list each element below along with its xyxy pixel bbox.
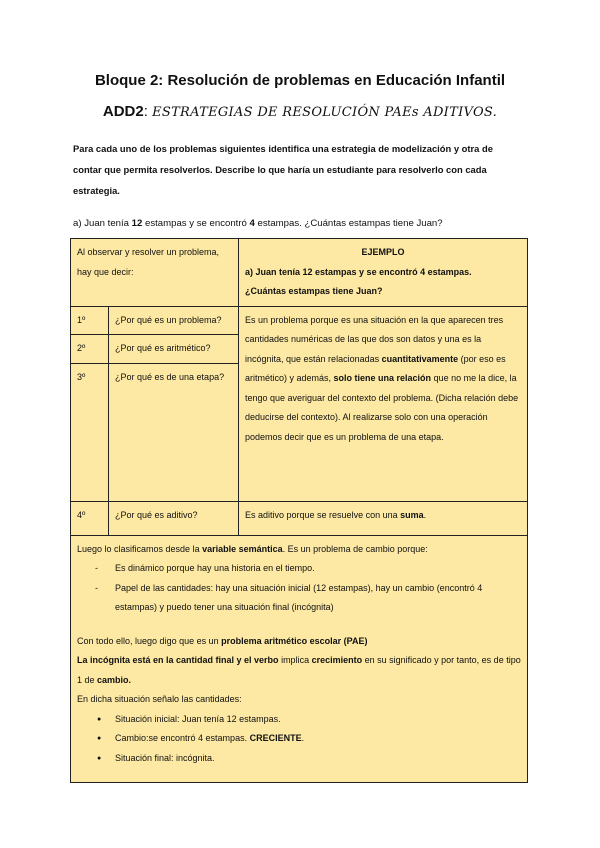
incognita-text: implica xyxy=(278,655,312,665)
example-title: EJEMPLO xyxy=(361,247,405,257)
list-item xyxy=(77,729,521,749)
table-row xyxy=(71,306,528,335)
question-a xyxy=(73,217,533,231)
dash-list xyxy=(77,559,521,618)
classification-emphasis: variable semántica xyxy=(202,543,283,554)
classification-text: . Es un problema de cambio porque: xyxy=(282,543,428,554)
bullet-emphasis: CRECIENTE xyxy=(249,733,302,743)
answer-text: Es un problema porque es una situación en la que aparecen tres cantidades numéricas de las que dos son datos y una es la incógnita, que están relacionadas xyxy=(245,314,504,364)
list-item: - Papel de las cantidades: hay una situación inicial (12 estampas), hay un cambio (encontró 4 estampas) y puedo tener una situación final (incógnita) xyxy=(77,579,521,618)
header-left-cell: Al observar y resolver un problema, hay que decir: xyxy=(71,239,239,307)
bullet-text: . xyxy=(301,733,305,743)
bullet-list xyxy=(77,710,521,769)
subtitle-code: ADD2 xyxy=(102,103,144,120)
row-number: 4º xyxy=(71,501,109,535)
row-question: ¿Por qué es un problema? xyxy=(109,306,239,335)
answer-cell xyxy=(239,501,528,535)
answer-emphasis: solo tiene una relación xyxy=(333,373,432,383)
list-item: ● Situación inicial: Juan tenía 12 estampas. xyxy=(77,710,521,730)
example-text: estampas y se encontró xyxy=(312,266,421,277)
incognita-emphasis: La incógnita está en la cantidad final y el verbo xyxy=(77,655,279,665)
example-number: 4 xyxy=(420,266,426,277)
quantities-line: En dicha situación señalo las cantidades: xyxy=(77,694,242,704)
example-statement xyxy=(245,263,521,283)
question-text: estampas y se encontró xyxy=(142,218,250,229)
analysis-table xyxy=(70,238,528,783)
example-cell xyxy=(239,239,528,307)
pae-text: Con todo ello, luego digo que es un xyxy=(77,635,222,646)
classification-line xyxy=(77,540,521,560)
answer-text: Es aditivo porque se resuelve con una xyxy=(245,509,401,520)
answer-emphasis: suma xyxy=(400,509,424,520)
question-number: 4 xyxy=(249,218,255,229)
example-text: estampas. xyxy=(425,266,472,277)
incognita-emphasis: crecimiento xyxy=(311,655,363,665)
classification-text: Luego lo clasificamos desde la xyxy=(77,543,203,554)
page-title: Bloque 2: Resolución de problemas en Educación Infantil xyxy=(94,72,506,89)
table-header-row xyxy=(71,239,528,307)
row-question: ¿Por qué es de una etapa? xyxy=(109,363,239,501)
list-item: ● Situación final: incógnita. xyxy=(77,749,521,769)
table-row xyxy=(71,535,528,783)
answer-text: . xyxy=(423,509,427,520)
answer-cell xyxy=(239,306,528,501)
table-row xyxy=(71,501,528,535)
list-item: - Es dinámico porque hay una historia en el tiempo. xyxy=(77,559,521,579)
bullet-text: Cambio:se encontró 4 estampas. xyxy=(115,733,250,743)
subtitle-separator: : xyxy=(143,103,153,120)
pae-line xyxy=(77,632,521,652)
page-subtitle xyxy=(0,103,600,120)
question-text: estampas. ¿Cuántas estampas tiene Juan? xyxy=(254,218,443,229)
answer-emphasis: cuantitativamente xyxy=(381,353,459,364)
row-number: 3º xyxy=(71,363,109,501)
intro-paragraph: Para cada uno de los problemas siguientes identifica una estrategia de modelización y otra de contar que permita resolverlos. Describe lo que haría un estudiante para resolverlo con cada estrategia. xyxy=(73,143,493,196)
incognita-text: en su significado y por tanto, es de tipo 1 de xyxy=(77,655,521,685)
incognita-emphasis: cambio. xyxy=(97,674,132,685)
question-text: a) Juan tenía xyxy=(73,218,132,229)
answer-text: que no me la dice, la tengo que averiguar del contexto del problema. (Dicha relación debe deducirse del contexto). Al realizarse solo con una operación podemos decir que es un problema de una etapa. xyxy=(245,373,519,442)
subtitle-text: ESTRATEGIAS DE RESOLUCIÓN PAEs ADITIVOS. xyxy=(152,105,498,120)
example-text: a) Juan tenía xyxy=(245,266,303,277)
incognita-line xyxy=(77,651,521,690)
example-number: 12 xyxy=(302,266,313,277)
answer-text: (por eso es aritmético) y además, xyxy=(245,353,506,383)
row-number: 1º xyxy=(71,306,109,335)
row-number: 2º xyxy=(71,335,109,364)
row-question: ¿Por qué es aritmético? xyxy=(109,335,239,364)
question-number: 12 xyxy=(131,218,143,229)
pae-emphasis: problema aritmético escolar (PAE) xyxy=(221,635,368,646)
classification-cell xyxy=(71,535,528,783)
spacer xyxy=(77,618,521,632)
row-question: ¿Por qué es aditivo? xyxy=(109,501,239,535)
example-question: ¿Cuántas estampas tiene Juan? xyxy=(245,286,383,296)
